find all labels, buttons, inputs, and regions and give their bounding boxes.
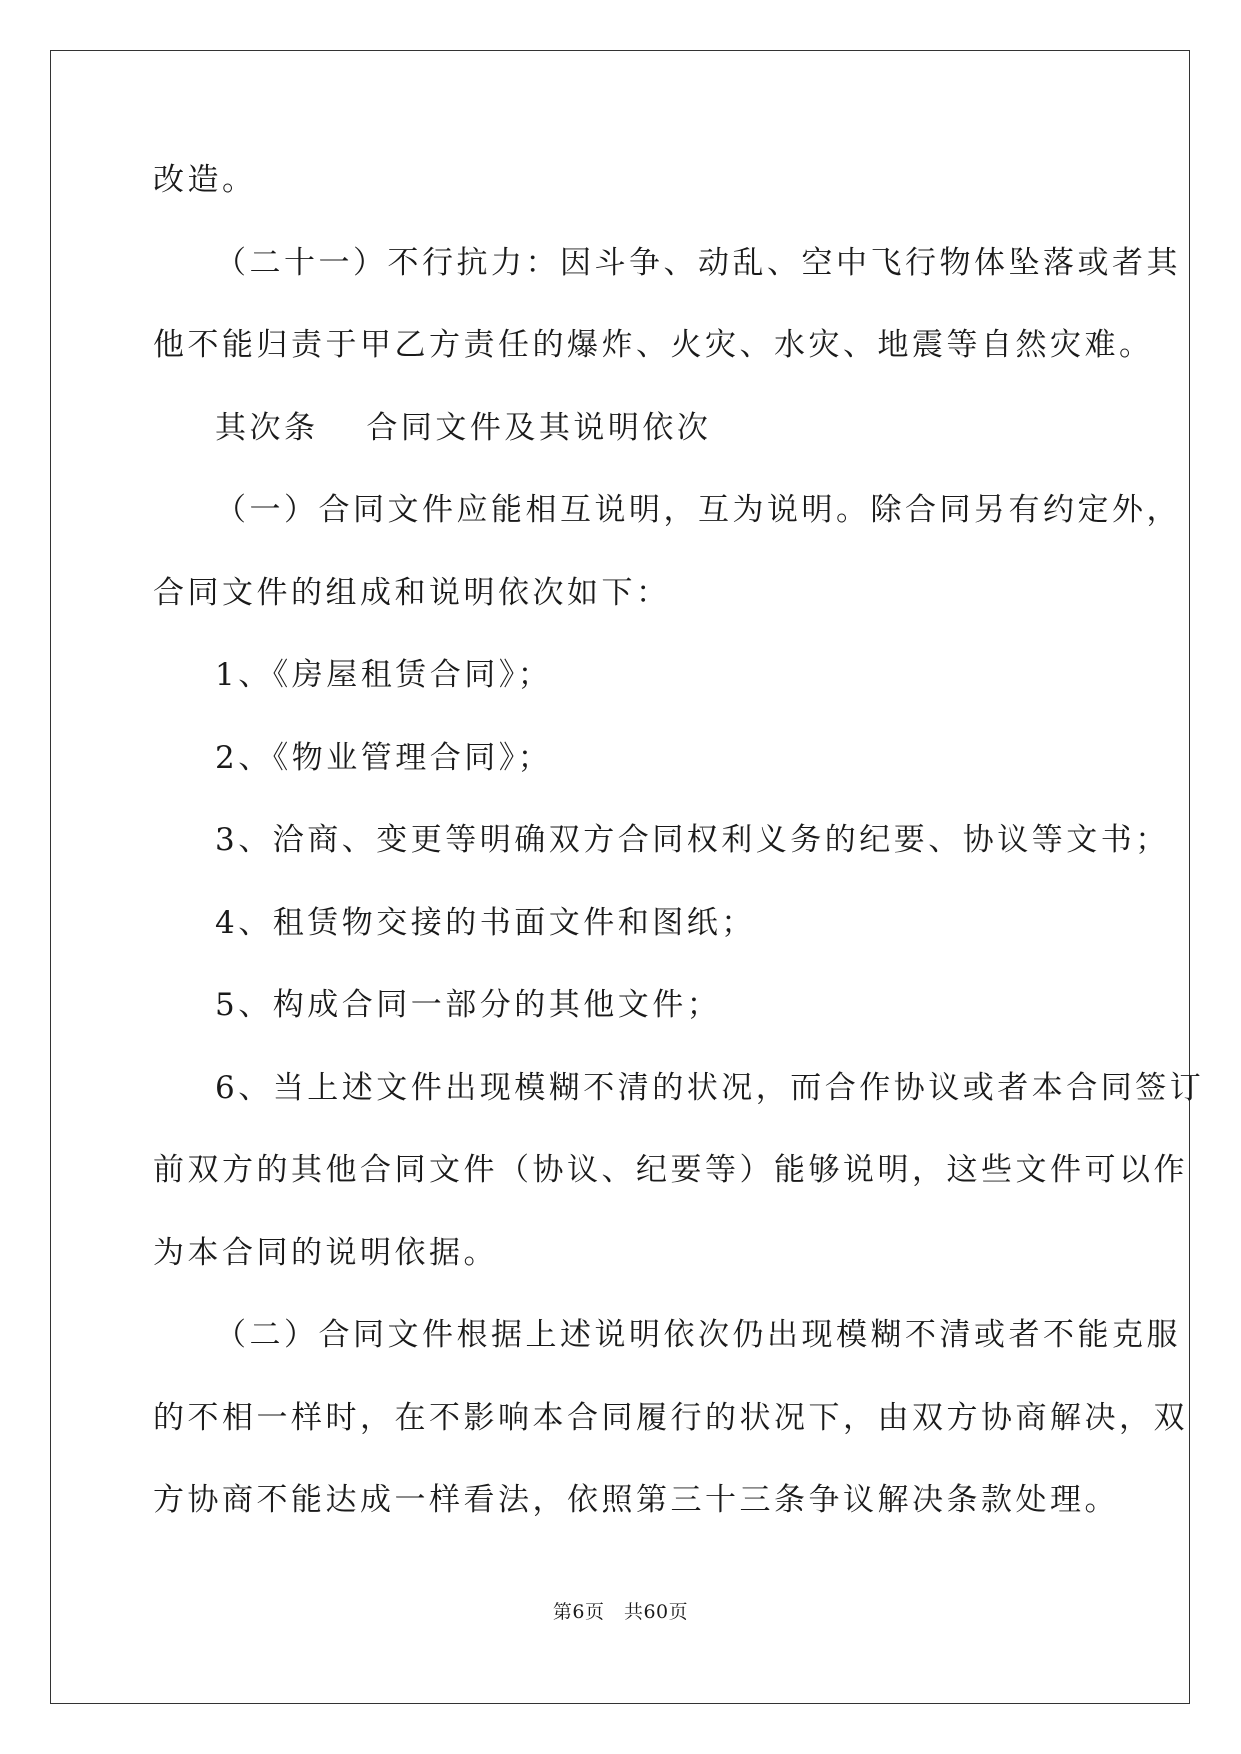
page-number-footer (0, 1597, 1241, 1624)
list-item: 3、洽商、变更等明确双方合同权利义务的纪要、协议等文书； (215, 822, 1170, 858)
page-number-text: 第6页 共60页 (552, 1601, 689, 1623)
body-line: （一）合同文件应能相互说明，互为说明。除合同另有约定外， (215, 492, 1181, 528)
body-line: 前双方的其他合同文件（协议、纪要等）能够说明，这些文件可以作 (153, 1152, 1188, 1188)
body-line: 为本合同的说明依据。 (153, 1234, 498, 1271)
body-line: 的不相一样时，在不影响本合同履行的状况下，由双方协商解决，双 (153, 1399, 1188, 1436)
body-line: （二十一）不行抗力：因斗争、动乱、空中飞行物体坠落或者其 (215, 244, 1181, 281)
list-item: 2、《物业管理合同》； (215, 739, 553, 776)
list-item: 1、《房屋租赁合同》； (215, 657, 553, 693)
body-line: 合同文件的组成和说明依次如下： (153, 574, 671, 611)
body-line: 方协商不能达成一样看法，依照第三十三条争议解决条款处理。 (153, 1482, 1119, 1518)
body-line: 改造。 (153, 162, 257, 198)
document-body (153, 160, 1205, 1563)
body-line: （二）合同文件根据上述说明依次仍出现模糊不清或者不能克服 (215, 1317, 1181, 1353)
section-heading: 其次条 合同文件及其说明依次 (215, 409, 712, 446)
list-item: 4、租赁物交接的书面文件和图纸； (215, 904, 756, 941)
body-line: 他不能归责于甲乙方责任的爆炸、火灾、水灾、地震等自然灾难。 (153, 327, 1154, 363)
list-item: 6、当上述文件出现模糊不清的状况，而合作协议或者本合同签订 (215, 1069, 1205, 1106)
list-item: 5、构成合同一部分的其他文件； (215, 987, 722, 1023)
